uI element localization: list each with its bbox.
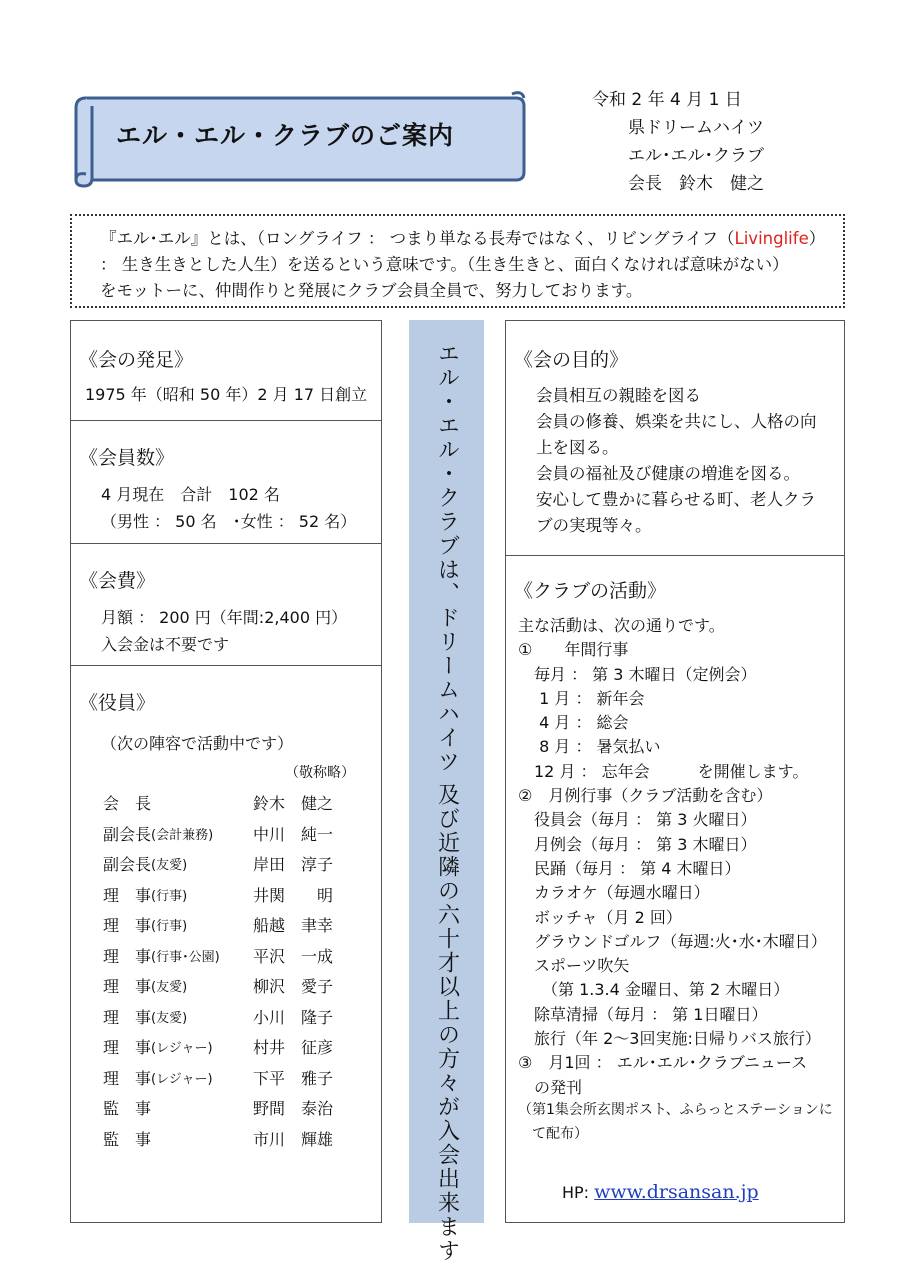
officer-name: 鈴木 健之 <box>253 794 334 813</box>
officer-role-detail: (友愛) <box>151 1010 188 1026</box>
org-name-1: 県ドリームハイツ <box>628 118 764 138</box>
section-title: 《会の発足》 <box>79 349 194 371</box>
officer-role-detail: (レジャー) <box>151 1071 213 1087</box>
purpose-item: 会員の福祉及び健康の増進を図る。 <box>536 464 800 483</box>
purpose-section <box>506 321 844 556</box>
founding-section <box>71 321 381 421</box>
fee-section <box>71 544 381 666</box>
officer-role: 監 事 <box>103 1099 152 1118</box>
officer-role: 副会長 <box>103 855 152 874</box>
officer-role: 理 事 <box>103 1038 152 1057</box>
vertical-banner <box>409 320 484 1263</box>
honorifics-note: （敬称略） <box>285 765 355 781</box>
officer-name: 下平 雅子 <box>253 1068 334 1088</box>
section-title: 《役員》 <box>79 692 156 714</box>
officer-name: 野間 泰治 <box>253 1099 334 1118</box>
activity-item: ② 月例行事（クラブ活動を含む） <box>518 786 773 806</box>
page-title: エル・エル・クラブのご案内 <box>116 121 455 150</box>
purpose-item: 会員相互の親睦を図る <box>536 386 701 405</box>
officer-role-detail: (行事) <box>151 888 188 904</box>
purpose-item: 安心して豊かに暮らせる町、老人クラ <box>536 490 817 509</box>
eligibility-text: エル・エル・クラブは、ドリームハイツ 及び近隣の六十才以上の方々が入会出来ます <box>434 342 460 1263</box>
title-banner <box>72 86 528 188</box>
activity-item: 除草清掃（毎月 ： 第 1日曜日） <box>518 1004 768 1024</box>
homepage <box>562 1181 759 1203</box>
officer-role: 会 長 <box>103 794 152 813</box>
officer-role: 理 事 <box>103 916 152 935</box>
activity-item: 毎月 ： 第 3 木曜日（定例会） <box>518 664 757 684</box>
homepage-link[interactable]: www.drsansan.jp <box>594 1181 759 1203</box>
officers-intro: （次の陣容で活動中です） <box>101 734 294 753</box>
officer-role: 理 事 <box>103 946 152 966</box>
activity-item: 旅行（年 2～3回実施:日帰りバス旅行） <box>518 1029 821 1049</box>
activity-item: 12 月 ： 忘年会 を開催します。 <box>518 761 809 781</box>
activity-item: 4 月 ： 総会 <box>518 713 629 733</box>
officer-role: 理 事 <box>103 885 152 905</box>
officer-role-detail: (行事･公園) <box>151 949 220 965</box>
activity-item: （第 1.3.4 金曜日、第 2 木曜日） <box>518 980 790 1000</box>
officer-name: 柳沢 愛子 <box>253 977 334 996</box>
officer-name: 岸田 淳子 <box>253 855 334 874</box>
activity-item: グラウンドゴルフ（毎週:火･水･木曜日） <box>518 931 827 951</box>
section-title: 《クラブの活動》 <box>514 580 667 602</box>
activity-item: 8 月 ： 暑気払い <box>518 737 661 757</box>
officer-role: 副会長 <box>103 824 152 844</box>
issue-date: 令和 2 年 4 月 1 日 <box>592 90 742 110</box>
fee-monthly: 月額 ： 200 円（年間:2,400 円） <box>101 608 348 627</box>
officer-name: 井関 明 <box>253 885 334 905</box>
left-column <box>70 320 382 1223</box>
intro-text: 『エル･エル』とは、（ロングライフ ： つまり単なる長寿ではなく、リビングライフ（ <box>100 229 735 248</box>
activity-item: ③ 月1回 ： エル･エル･クラブニュース <box>518 1053 808 1073</box>
activity-item: 主な活動は、次の通りです。 <box>518 616 725 635</box>
officer-role-detail: (友愛) <box>151 858 188 873</box>
intro-line-3: をモットーに、仲間作りと発展にクラブ会員全員で、努力しております。 <box>100 281 643 300</box>
activity-item: 役員会（毎月 ： 第 3 火曜日） <box>518 810 757 830</box>
officer-role: 理 事 <box>103 977 152 996</box>
officer-name: 村井 征彦 <box>253 1038 334 1057</box>
founding-date: 1975 年（昭和 50 年）2 月 17 日創立 <box>85 385 368 404</box>
officer-name: 小川 隆子 <box>253 1007 334 1027</box>
intro-line-2: ： 生き生きとした人生）を送るという意味です。（生き生きと、面白くなければ意味がない） <box>100 255 789 274</box>
officer-role: 理 事 <box>103 1068 152 1088</box>
org-name-2: エル･エル･クラブ <box>628 146 764 166</box>
intro-box <box>70 214 845 308</box>
officer-role-detail: (友愛) <box>151 980 188 995</box>
activity-item: カラオケ（毎週水曜日） <box>518 883 710 903</box>
officer-role-detail: (会計兼務) <box>151 827 214 843</box>
activity-item: の発刊 <box>518 1077 583 1097</box>
officer-role: 監 事 <box>103 1129 152 1149</box>
activity-item: ① 年間行事 <box>518 640 629 660</box>
officer-name: 船越 聿幸 <box>253 916 334 935</box>
activities-list <box>518 613 833 1148</box>
activity-item: （第1集会所玄関ポスト、ふらっとステーションに <box>518 1101 833 1118</box>
hp-label: HP: <box>562 1183 595 1202</box>
officer-role: 理 事 <box>103 1007 152 1027</box>
officer-role-detail: (行事) <box>151 919 188 934</box>
activity-item: 月例会（毎月 ： 第 3 木曜日） <box>518 834 757 854</box>
officer-name: 平沢 一成 <box>253 946 334 966</box>
intro-text: ） <box>808 229 826 248</box>
members-section <box>71 421 381 544</box>
members-total: 4 月現在 合計 102 名 <box>101 485 280 504</box>
activity-item: ボッチャ（月 2 回） <box>518 907 682 927</box>
right-column <box>505 320 845 1223</box>
activity-item: 民踊（毎月 ： 第 4 木曜日） <box>518 858 741 878</box>
purpose-item: ブの実現等々。 <box>536 516 652 535</box>
purpose-item: 上を図る。 <box>536 438 619 457</box>
officer-name: 市川 輝雄 <box>253 1129 334 1149</box>
officer-role-detail: (レジャー) <box>151 1041 213 1056</box>
activity-item: 1 月 ： 新年会 <box>518 688 645 708</box>
section-title: 《会の目的》 <box>514 349 629 371</box>
fee-entry: 入会金は不要です <box>101 635 230 654</box>
purpose-item: 会員の修養、娯楽を共にし、人格の向 <box>536 412 817 431</box>
president-name: 会長 鈴木 健之 <box>628 174 764 194</box>
livinglife-highlight: Livinglife <box>734 229 809 248</box>
officer-name: 中川 純一 <box>253 824 334 844</box>
section-title: 《会員数》 <box>79 447 175 469</box>
purpose-list <box>536 383 817 539</box>
members-breakdown: （男性 ： 50 名 ･女性 ： 52 名） <box>101 512 357 531</box>
section-title: 《会費》 <box>79 570 156 592</box>
header-info <box>592 86 764 198</box>
intro-line-1 <box>100 226 831 252</box>
activity-item: て配布） <box>518 1126 588 1143</box>
activity-item: スポーツ吹矢 <box>518 956 630 976</box>
